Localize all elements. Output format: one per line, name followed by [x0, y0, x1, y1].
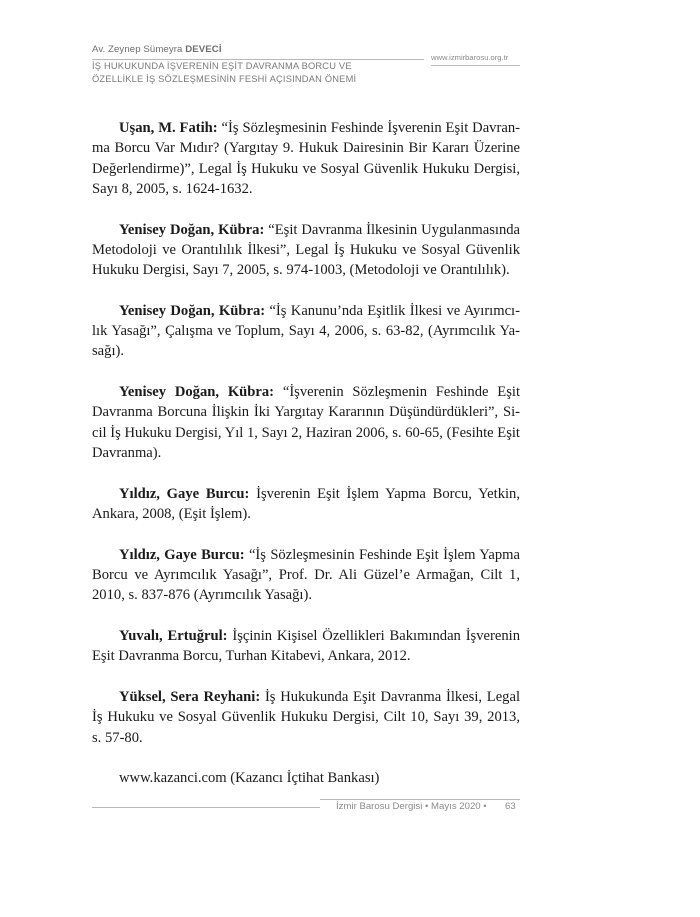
header-title-line-1: İŞ HUKUKUNDA İŞVERENİN EŞİT DAVRANMA BORCU VE [92, 61, 352, 71]
entry-author: Yuvalı, Ertuğrul: [119, 627, 228, 644]
bibliography-entry [92, 220, 520, 281]
bibliography-entry [92, 545, 520, 606]
entry-text: İş Hukukunda Eşit Davranma İlkesi, Legal İş Hukuku ve Sosyal Güvenlik Hukuku Dergisi, Cilt 10, Sayı 39, 2013, s. 57-80. [92, 688, 520, 746]
entry-text: “İş Sözleşmesinin Feshinde İşverenin Eşit Davranma Borcu Var Mıdır? (Yargıtay 9. Hukuk Dairesinin Bir Kararı Üzerine Değerlendirme)”, Legal İş Hukuku ve Sosyal Güvenlik Hukuku Dergisi, Sayı 8, 2005, s. 1624-1632. [92, 120, 520, 197]
footer-divider-right [320, 799, 520, 800]
entry-author: Yenisey Doğan, Kübra: [119, 384, 275, 401]
website-reference: www.kazanci.com (Kazancı İçtihat Bankası) [119, 770, 380, 787]
entry-author: Yıldız, Gaye Burcu: [119, 546, 245, 563]
entry-author: Yenisey Doğan, Kübra: [119, 221, 265, 238]
header-article-title [92, 60, 452, 86]
entry-text: “İş Sözleşmesinin Feshinde Eşit İşlem Yapma Borcu ve Ayrımcılık Yasağı”, Prof. Dr. Ali Güzel’e Armağan, Cilt 1, 2010, s. 837-876 (Ayrımcılık Yasağı). [92, 546, 520, 604]
bibliography-entry [92, 484, 520, 525]
header-author-surname: DEVECİ [185, 44, 222, 55]
entry-text: “Eşit Davranma İlkesinin Uygulanmasında Metodoloji ve Orantılılık İlkesi”, Legal İş Hukuku ve Sosyal Güvenlik Hukuku Dergisi, Sayı 7, 2005, s. 974-1003, (Metodoloji ve Orantılılık). [92, 221, 521, 279]
entry-author: Uşan, M. Fatih: [119, 120, 218, 136]
footer-journal: İzmir Barosu Dergisi • Mayıs 2020 • [336, 801, 487, 812]
entry-author: Yıldız, Gaye Burcu: [119, 485, 250, 502]
bibliography-entry [92, 301, 520, 362]
page-number: 63 [505, 801, 516, 812]
bibliography-entry [92, 626, 520, 667]
bibliography-entry [92, 118, 520, 199]
header-url: www.izmirbarosu.org.tr [431, 53, 509, 62]
entry-author: Yenisey Doğan, Kübra: [119, 302, 266, 319]
entry-text: “İşverenin Sözleşmenin Feshinde Eşit Davranma Borcuna İlişkin İki Yargıtay Kararının Düşündürdükleri”, Sicil İş Hukuku Dergisi, Yıl 1, Sayı 2, Haziran 2006, s. 60-65, (Fesihte Eşit Davranma). [92, 384, 520, 462]
header-author-name: Av. Zeynep Sümeyra [92, 44, 186, 55]
bibliography-entry [92, 382, 520, 463]
footer-divider-left [92, 807, 320, 808]
entry-text: İşçinin Kişisel Özellikleri Bakımından İşverenin Eşit Davranma Borcu, Turhan Kitabevi, Ankara, 2012. [92, 627, 520, 665]
bibliography-entry [92, 687, 520, 748]
entry-text: İşverenin Eşit İşlem Yapma Borcu, Yetkin, Ankara, 2008, (Eşit İşlem). [92, 485, 520, 523]
header-title-line-2: ÖZELLİKLE İŞ SÖZLEŞMESİNİN FESHİ AÇISINDAN ÖNEMİ [92, 74, 357, 84]
entry-text: “İş Kanunu’nda Eşitlik İlkesi ve Ayırımcılık Yasağı”, Çalışma ve Toplum, Sayı 4, 2006, s. 63-82, (Ayrımcılık Yasağı). [92, 302, 520, 360]
entry-author: Yüksel, Sera Reyhani: [119, 688, 261, 705]
header-author [92, 44, 222, 55]
bibliography-list [92, 118, 520, 789]
